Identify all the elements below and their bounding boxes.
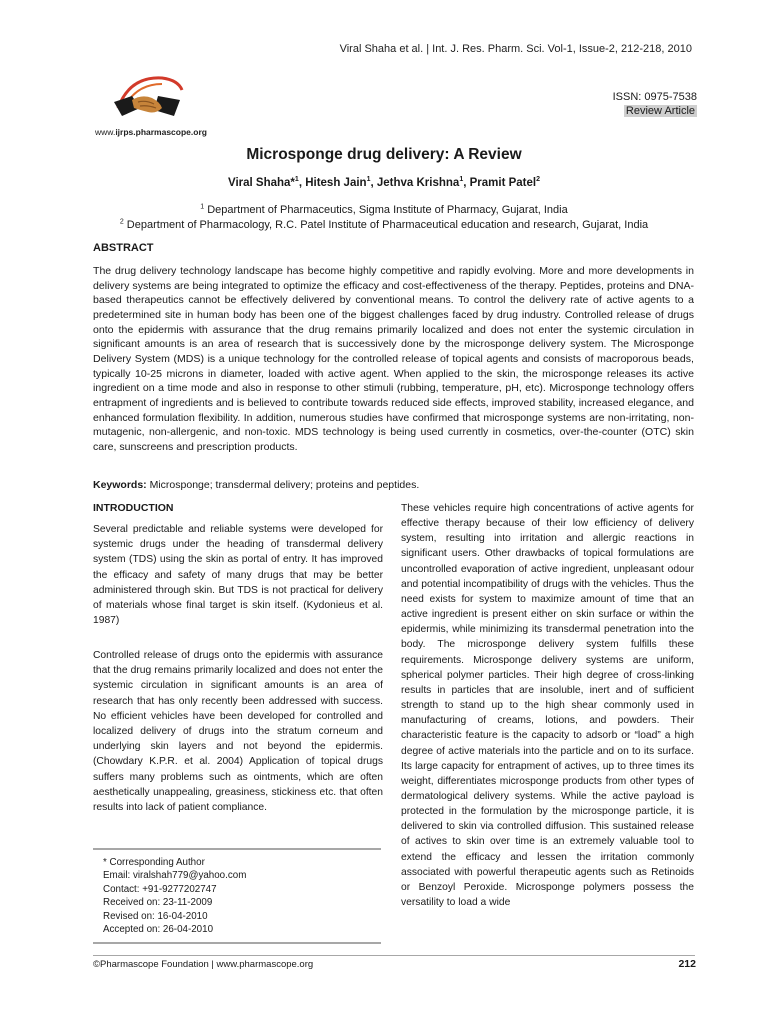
author-list: Viral Shaha*$^1$, Hitesh Jain$^1$, Jethva Krishna$^1$, Pramit Patel$^2$ bbox=[228, 176, 540, 189]
footer-divider bbox=[93, 955, 695, 956]
paper-title: Microsponge drug delivery: A Review bbox=[246, 146, 522, 163]
author-name: Viral Shaha* bbox=[228, 177, 295, 189]
affiliation-1: $^1$ Department of Pharmaceutics, Sigma Institute of Pharmacy, Gujarat, India bbox=[200, 203, 568, 216]
corresponding-label: * Corresponding Author bbox=[103, 857, 205, 868]
author-name: Hitesh Jain bbox=[305, 177, 367, 189]
introduction-heading: INTRODUCTION bbox=[93, 502, 174, 514]
abstract-text: The drug delivery technology landscape has become highly competitive and rapidly evolving. More and more developments in delivery systems are being integrated to optimize the efficacy and cost-effectiveness of the therapy. Peptides, proteins and DNA-based therapeutics cannot be effectively delivered by conventional means. To control the delivery rate of active agents to a predetermined site in human body has been one of the biggest challenges faced by drug industry. Controlled release of drugs onto the epidermis with assurance that the drug remains primarily localized and does not enter the systemic circulation in significant amounts is an area of research that is successively done by the microsponge delivery system. The Microsponge Delivery System (MDS) is a unique technology for the controlled release of topical agents and consists of macroporous beads, typically 10-25 microns in diameter, loaded with active agent. When applied to the skin, the microsponge releases its active ingredient on a time mode and also in response to other stimuli (rubbing, temperature, pH, etc). Microsponge technology offers entrapment of ingredients and is believed to contribute towards reduced side effects, improved stability, increased elegance, and enhanced formulation flexibility. In addition, numerous studies have confirmed that microsponge systems are non-irritating, non-mutagenic, non-allergenic, and non-toxic. MDS technology is being used currently in cosmetics, over-the-counter (OTC) skin care, sunscreens and prescription products. bbox=[93, 265, 694, 453]
author-email: Email: viralshah779@yahoo.com bbox=[103, 870, 247, 882]
accepted-date: Accepted on: 26-04-2010 bbox=[103, 924, 214, 936]
affiliation-2: $^2$ Department of Pharmacology, R.C. Patel Institute of Pharmaceutical education and research, Gujarat, India bbox=[119, 218, 649, 231]
handshake-logo-icon bbox=[112, 72, 184, 128]
issn: ISSN: 0975-7538 bbox=[612, 91, 697, 103]
divider bbox=[93, 942, 381, 945]
divider bbox=[93, 848, 381, 851]
revised-date: Revised on: 16-04-2010 bbox=[103, 910, 208, 922]
right-column-text: These vehicles require high concentrations of active agents for effective therapy because of their low efficiency of delivery system, resulting into irritation and allergic reactions in significant users. Other drawbacks of topical formulations are uncontrolled evaporation of active ingredient, unpleasant odour and potential incompatibility of drugs with the vehicles. Thus the need exists for system to maximize amount of time that an active ingredient is present either on skin surface or within the epidermis, while minimizing its transdermal penetration into the body. The microsponge delivery system fulfills these requirements. Microsponge delivery systems are uniform, spherical polymer particles. Their high degree of cross-linking results in particles that are insoluble, inert and of sufficient strength to stand up to the high shear commonly used in manufacturing of creams, lotions, and powders. Their characteristic feature is the capacity to adsorb or “load” a high degree of active materials into the particle and on to its surface. Its large capacity for entrapment of actives, up to three times its weight, differentiates microsponge products from other types of dermatological delivery systems. While the active payload is protected in the formulation by the microsponge particle, it is delivered to skin via controlled diffusion. This sustained release of actives to skin over time is an extremely valuable tool to extend the efficacy and lessen the irritation commonly associated with powerful therapeutic agents such as Retinoids or Benzoyl Peroxide. Microsponge polymers possess the versatility to load a wide bbox=[401, 503, 694, 909]
journal-citation: Viral Shaha et al. | Int. J. Res. Pharm. Sci. Vol-1, Issue-2, 212-218, 2010 bbox=[339, 43, 692, 55]
article-type-badge: Review Article bbox=[625, 105, 695, 117]
author-name: Jethva Krishna bbox=[376, 177, 460, 189]
received-date: Received on: 23-11-2009 bbox=[103, 897, 213, 909]
page-number: 212 bbox=[678, 958, 696, 970]
footer-publisher: ©Pharmascope Foundation | www.pharmascope.org bbox=[93, 959, 314, 970]
author-contact: Contact: +91-9277202747 bbox=[103, 883, 217, 895]
keywords: Keywords: Microsponge; transdermal delivery; proteins and peptides. bbox=[93, 479, 420, 491]
intro-paragraph-1: Several predictable and reliable systems were developed for systemic drugs under the heading of transdermal delivery system (TDS) using the skin as portal of entry. It has improved the efficacy and safety of many drugs that may be better administered through skin. But TDS is not practical for delivery of materials whose final target is skin itself. (Kydonieus et al. 1987) bbox=[93, 524, 383, 627]
corresponding-author-box bbox=[103, 856, 246, 936]
intro-paragraph-2: Controlled release of drugs onto the epidermis with assurance that the drug remains primarily localized and does not enter the systemic circulation in significant amounts is an area of research that has only recently been addressed with success. No efficient vehicles have been developed for controlled and localized delivery of drugs into the stratum corneum and underlying skin layers and not beyond the epidermis. (Chowdary K.P.R. et al. 2004) Application of topical drugs suffers many problems such as ointments, which are often aesthetically unappealing, greasiness, stickiness etc. that often results into lack of patient compliance. bbox=[93, 650, 383, 814]
abstract-heading: ABSTRACT bbox=[93, 242, 154, 254]
author-name: Pramit Patel bbox=[469, 177, 537, 189]
journal-url: www.ijrps.pharmascope.org bbox=[95, 127, 207, 137]
